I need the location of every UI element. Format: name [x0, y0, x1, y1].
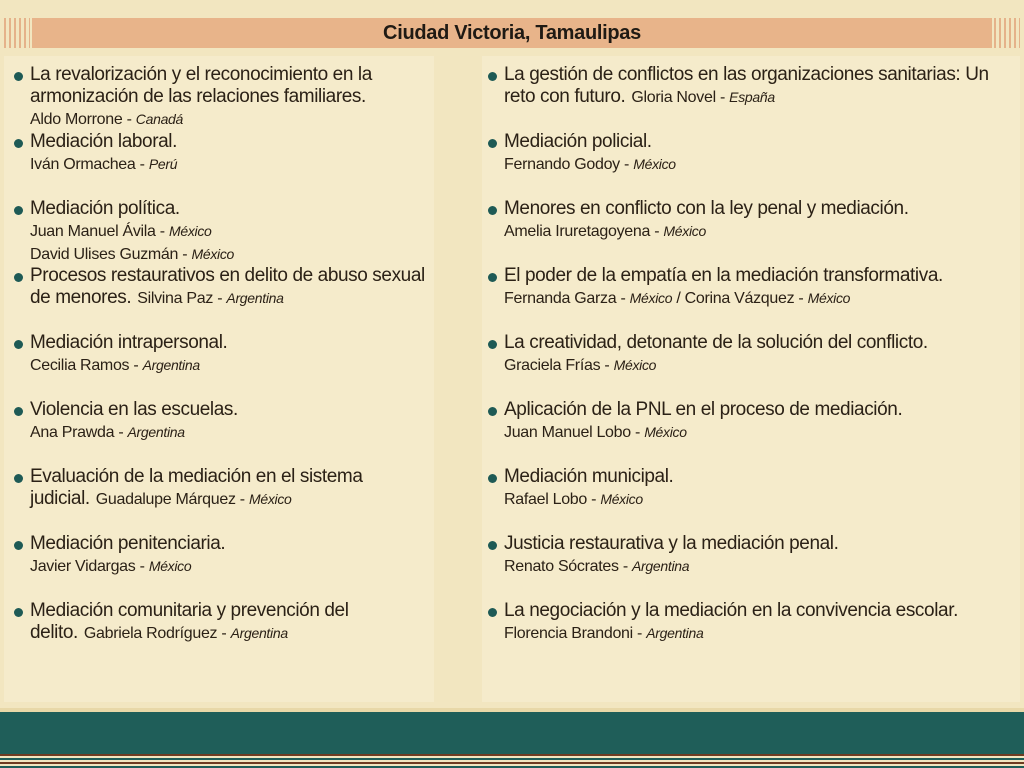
author	[504, 558, 689, 575]
author	[30, 246, 234, 263]
author-name: Gloria Novel	[631, 89, 716, 106]
author-country: México	[629, 290, 673, 306]
author	[30, 558, 191, 575]
author	[504, 290, 672, 307]
bullet-icon	[488, 206, 497, 215]
author-line	[504, 153, 1020, 176]
author-name: Graciela Frías	[504, 357, 601, 374]
author-name: Fernando Godoy	[504, 156, 620, 173]
talk-title	[30, 466, 434, 511]
talk-title	[30, 64, 434, 108]
author-divider: /	[672, 290, 685, 307]
author-name: Javier Vidargas	[30, 558, 136, 575]
list-item	[488, 131, 1020, 198]
author	[30, 424, 185, 441]
author-line	[30, 220, 434, 243]
author-line	[504, 555, 1020, 578]
bullet-icon	[488, 72, 497, 81]
author	[30, 156, 177, 173]
author-country: Argentina	[632, 558, 690, 574]
author-name: Juan Manuel Ávila	[30, 223, 156, 240]
author-separator: -	[600, 357, 614, 374]
author-separator: -	[114, 424, 128, 441]
author-line	[504, 220, 1020, 243]
header	[0, 14, 1024, 52]
list-item	[488, 332, 1020, 399]
list-item	[488, 64, 1020, 131]
bullet-icon	[14, 474, 23, 483]
header-stripes-left	[4, 18, 30, 48]
bullet-icon	[14, 206, 23, 215]
author	[504, 156, 676, 173]
list-item	[488, 265, 1020, 332]
footer-stripes	[0, 754, 1024, 768]
header-stripes-right	[994, 18, 1020, 48]
list-item	[14, 399, 434, 466]
author-country: México	[663, 223, 706, 239]
author-separator: -	[587, 491, 601, 508]
author	[631, 89, 774, 106]
author-line	[504, 354, 1020, 377]
author-country: Argentina	[230, 625, 288, 641]
author-line	[30, 421, 434, 444]
inline-author	[84, 625, 288, 642]
list-item	[488, 399, 1020, 466]
bullet-icon	[14, 407, 23, 416]
author-name: Aldo Morrone	[30, 111, 123, 128]
talk-title	[30, 265, 434, 310]
author-country: Argentina	[646, 625, 704, 641]
author	[30, 223, 212, 240]
author-country: México	[168, 223, 212, 239]
list-item	[488, 466, 1020, 533]
author-country: México	[644, 424, 687, 440]
inline-author	[137, 290, 283, 307]
list-item	[488, 600, 1020, 667]
author-separator: -	[135, 156, 149, 173]
author-name: Ana Prawda	[30, 424, 115, 441]
author-separator: -	[619, 156, 634, 173]
author	[504, 625, 703, 642]
list-item	[488, 198, 1020, 265]
author	[137, 290, 283, 307]
author-separator: -	[129, 357, 143, 374]
author-separator: -	[630, 424, 645, 441]
list-item	[14, 198, 434, 265]
author-country: Canadá	[135, 111, 184, 127]
author	[96, 491, 292, 508]
author	[30, 357, 200, 374]
list-item	[14, 533, 434, 600]
talk-title	[504, 64, 1020, 109]
bullet-icon	[488, 139, 497, 148]
author-country: México	[148, 558, 192, 574]
author	[504, 491, 643, 508]
list-item	[14, 600, 434, 667]
author-separator: -	[618, 558, 633, 575]
author-name: Renato Sócrates	[504, 558, 619, 575]
author-separator: -	[122, 111, 136, 128]
bullet-icon	[488, 407, 497, 416]
author-name: David Ulises Guzmán	[30, 246, 179, 263]
talk-title	[30, 533, 434, 555]
author-line	[504, 488, 1020, 511]
left-column	[4, 56, 434, 702]
author-name: Florencia Brandoni	[504, 625, 633, 642]
talk-title-text: La negociación y la mediación en la convivencia escolar.	[504, 600, 958, 621]
bullet-icon	[14, 273, 23, 282]
talk-title-text: El poder de la empatía en la mediación transformativa.	[504, 265, 943, 286]
talk-title-text: Aplicación de la PNL en el proceso de mediación.	[504, 399, 903, 420]
author-name: Iván Ormachea	[30, 156, 136, 173]
author-separator: -	[650, 223, 664, 240]
list-item	[14, 332, 434, 399]
talk-title-text: Mediación comunitaria y prevención del delito.	[30, 600, 349, 643]
author-separator: -	[135, 558, 149, 575]
author	[504, 357, 656, 374]
author-line	[504, 622, 1020, 645]
page-title: Ciudad Victoria, Tamaulipas	[383, 21, 641, 44]
talk-title	[504, 399, 1020, 421]
talk-title	[30, 198, 434, 220]
author-line	[30, 108, 434, 131]
talk-title-text: La revalorización y el reconocimiento en la armonización de las relaciones familiares.	[30, 64, 372, 107]
talk-title-text: La creatividad, detonante de la solución del conflicto.	[504, 332, 928, 353]
talk-title-text: La gestión de conflictos en las organizaciones sanitarias: Un reto con futuro.	[504, 64, 989, 107]
author-line	[30, 243, 434, 266]
talk-title-text: Menores en conflicto con la ley penal y mediación.	[504, 198, 909, 219]
author-name: Guadalupe Márquez	[95, 491, 236, 508]
bullet-icon	[14, 608, 23, 617]
list-item	[14, 265, 434, 332]
author-country: México	[633, 156, 676, 172]
talk-title-text: Justicia restaurativa y la mediación penal.	[504, 533, 839, 554]
talk-title-text: Violencia en las escuelas.	[30, 399, 238, 420]
bullet-icon	[488, 608, 497, 617]
talk-title	[504, 198, 1020, 220]
talk-title	[504, 265, 1020, 287]
author-line	[30, 354, 434, 377]
bullet-icon	[488, 541, 497, 550]
author-line	[30, 153, 434, 176]
talk-title	[504, 533, 1020, 555]
list-item	[14, 64, 434, 131]
author-name: Juan Manuel Lobo	[504, 424, 631, 441]
author-separator: -	[178, 246, 192, 263]
author	[504, 424, 687, 441]
author-name: Gabriela Rodríguez	[83, 625, 218, 642]
author-separator: -	[155, 223, 169, 240]
author-country: México	[613, 357, 657, 373]
inline-author	[631, 89, 774, 106]
author-country: México	[807, 290, 851, 306]
bullet-icon	[488, 340, 497, 349]
author-name: Cecilia Ramos	[30, 357, 130, 374]
author-name: Rafael Lobo	[504, 491, 587, 508]
talk-title	[30, 399, 434, 421]
talk-title-text: Evaluación de la mediación en el sistema judicial.	[30, 466, 363, 509]
bullet-icon	[488, 474, 497, 483]
author-separator: -	[794, 290, 808, 307]
talk-title	[30, 600, 434, 645]
list-item	[14, 131, 434, 198]
bullet-icon	[14, 541, 23, 550]
author-name: Amelia Iruretagoyena	[504, 223, 651, 240]
inline-author	[96, 491, 292, 508]
author	[504, 223, 706, 240]
bullet-icon	[488, 273, 497, 282]
author-separator: -	[217, 625, 231, 642]
author-country: Argentina	[127, 424, 185, 440]
talk-title-text: Mediación municipal.	[504, 466, 674, 487]
right-column	[482, 56, 1020, 702]
author-country: México	[600, 491, 643, 507]
author-separator: -	[715, 89, 730, 106]
talk-title-text: Mediación policial.	[504, 131, 652, 152]
author-country: México	[248, 491, 292, 507]
bullet-icon	[14, 139, 23, 148]
footer-band	[0, 712, 1024, 754]
author-separator: -	[616, 290, 630, 307]
author-country: España	[729, 89, 775, 105]
author-separator: -	[632, 625, 647, 642]
talk-title	[504, 131, 1020, 153]
bullet-icon	[14, 72, 23, 81]
talk-title	[30, 332, 434, 354]
title-bar	[32, 18, 992, 48]
talk-title-text: Mediación intrapersonal.	[30, 332, 228, 353]
author-separator: -	[235, 491, 249, 508]
author-country: Argentina	[226, 290, 284, 306]
author	[30, 111, 183, 128]
author-line	[504, 421, 1020, 444]
list-item	[14, 466, 434, 533]
talk-title	[504, 466, 1020, 488]
bullet-icon	[14, 340, 23, 349]
author-country: México	[191, 246, 235, 262]
author-separator: -	[213, 290, 227, 307]
talk-title	[504, 332, 1020, 354]
author	[685, 290, 851, 307]
talk-title	[504, 600, 1020, 622]
talk-title-text: Mediación laboral.	[30, 131, 177, 152]
author-line	[504, 287, 1020, 310]
author-name: Corina Vázquez	[684, 290, 795, 307]
talk-title-text: Mediación penitenciaria.	[30, 533, 226, 554]
talk-title-text: Procesos restaurativos en delito de abuso sexual de menores.	[30, 265, 425, 308]
author	[84, 625, 288, 642]
author-name: Fernanda Garza	[504, 290, 617, 307]
author-country: Perú	[148, 156, 178, 172]
author-country: Argentina	[142, 357, 200, 373]
author-name: Silvina Paz	[137, 290, 214, 307]
talk-title	[30, 131, 434, 153]
list-item	[488, 533, 1020, 600]
author-line	[30, 555, 434, 578]
talk-title-text: Mediación política.	[30, 198, 180, 219]
